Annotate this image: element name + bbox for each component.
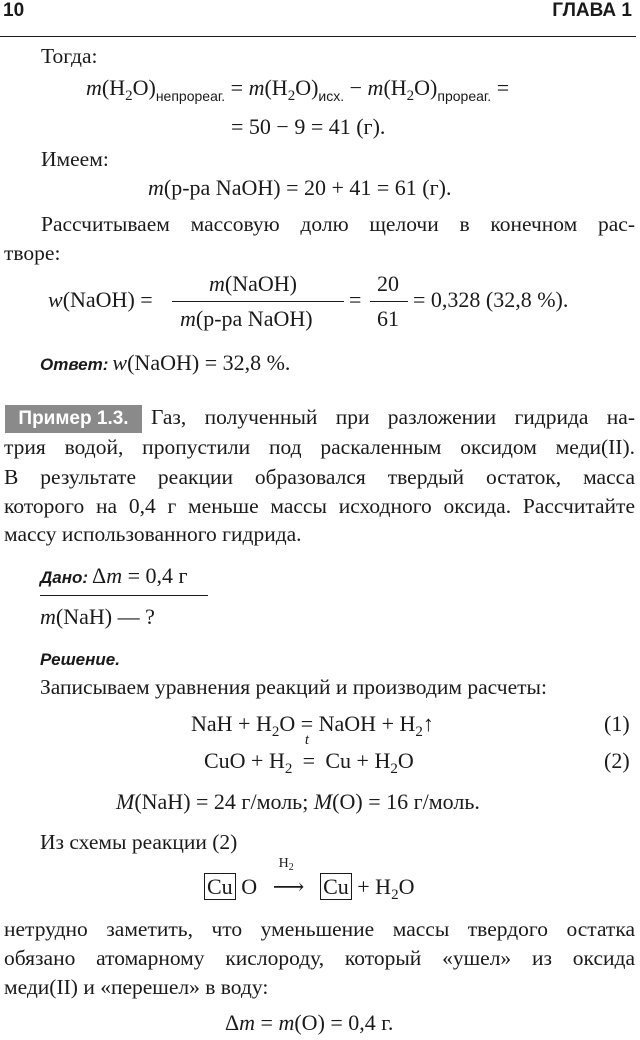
- given-label: Дано:: [40, 568, 89, 587]
- eq1-left-subscript: непрореаг.: [155, 88, 226, 104]
- then-label: Тогда:: [41, 44, 98, 68]
- answer-line: Ответ: w(NaOH) = 32,8 %.: [40, 350, 291, 375]
- given-divider: [40, 595, 208, 596]
- equation-result: = 50 − 9 = 41 (г).: [231, 114, 386, 139]
- final-equation: Δm = m(O) = 0,4 г.: [225, 1010, 394, 1035]
- para2-line1: нетрудно заметить, что уменьшение массы твердого остатка: [4, 917, 635, 941]
- scheme-intro: Из схемы реакции (2): [40, 830, 238, 854]
- given-value: = 0,4 г: [127, 563, 188, 588]
- solution-mass-value: = 20 + 41 = 61 (г).: [286, 175, 452, 200]
- example-line2: трия водой, пропустили под раскаленным оксидом меди(II).: [4, 435, 635, 459]
- reaction-2-condition: t: [304, 732, 310, 748]
- fraction-result: = 0,328 (32,8 %).: [413, 287, 569, 312]
- para2-line3: меди(II) и «перешел» в воду:: [4, 975, 269, 999]
- molar-mass-o: (O) = 16 г/моль.: [332, 789, 480, 814]
- fraction2-denominator: 61: [377, 306, 399, 331]
- equation-solution-mass: m(р-ра NaOH) = 20 + 41 = 61 (г).: [148, 175, 452, 200]
- paragraph-mass-fraction-line1: Рассчитываем массовую долю щелочи в конечном рас-: [41, 212, 635, 236]
- header-rule: [0, 36, 636, 37]
- reaction-2-number: (2): [604, 748, 630, 773]
- reaction-scheme: Cu O $H_2$ ⟶ $Cu + H_2O$: [204, 874, 414, 900]
- example-line1: Газ, полученный при разложении гидрида на-: [151, 405, 635, 429]
- fraction-numerator: m(NaOH): [209, 271, 297, 296]
- equation-unreacted-water: $m(H_2O)_{непрореаг.} = m(H_2O)_{исх.} - m(H_2O)_{прореаг.}$ =: [86, 75, 510, 104]
- have-label: Имеем:: [41, 147, 109, 171]
- solution-intro: Записываем уравнения реакций и производим расчеты:: [40, 675, 547, 699]
- example-badge: Пример 1.3.: [5, 405, 142, 433]
- molar-masses: M(NaH) = 24 г/моль; M(O) = 16 г/моль.: [116, 789, 480, 814]
- page-number: 10: [3, 0, 25, 21]
- fraction-line-2: [370, 301, 408, 302]
- solution-label: Решение.: [40, 650, 120, 669]
- fraction-denominator: m(р-ра NaOH): [180, 306, 313, 331]
- reaction-1-number: (1): [604, 711, 630, 736]
- fraction2-numerator: 20: [377, 271, 399, 296]
- eq1-right-subscript: прореаг.: [437, 88, 492, 104]
- molar-mass-nah: (NaH) = 24 г/моль;: [134, 789, 309, 814]
- fraction-line-1: [172, 301, 344, 302]
- example-line3: В результате реакции образовался твердый остаток, масса: [4, 465, 635, 489]
- final-equation-value: (O) = 0,4 г.: [294, 1010, 394, 1035]
- equals-sign: =: [349, 287, 362, 312]
- example-line4: которого на 0,4 г меньше массы исходного оксида. Рассчитайте: [4, 494, 635, 518]
- given-line: Дано: Δm = 0,4 г: [40, 563, 188, 588]
- paragraph-mass-fraction-line2: творе:: [4, 241, 61, 265]
- find-line: m(NaH) — ?: [40, 604, 155, 629]
- reaction-2: CuO + $H_2$ t = $Cu + H_2O$: [204, 732, 414, 777]
- eq1-mid-subscript: исх.: [318, 88, 345, 104]
- answer-label: Ответ:: [40, 355, 109, 374]
- example-line5: массу использованного гидрида.: [4, 522, 302, 546]
- omega-naoh: w(NaOH) =: [48, 287, 153, 312]
- find-value: (NaH) — ?: [55, 604, 155, 629]
- para2-line2: обязано атомарному кислороду, который «ушел» из оксида: [4, 946, 635, 970]
- answer-value: (NaOH) = 32,8 %.: [127, 350, 291, 375]
- reaction-1: NaH + $H_2O$ = NaOH + $H_2↑$: [191, 711, 434, 740]
- chapter-title: ГЛАВА 1: [552, 0, 632, 21]
